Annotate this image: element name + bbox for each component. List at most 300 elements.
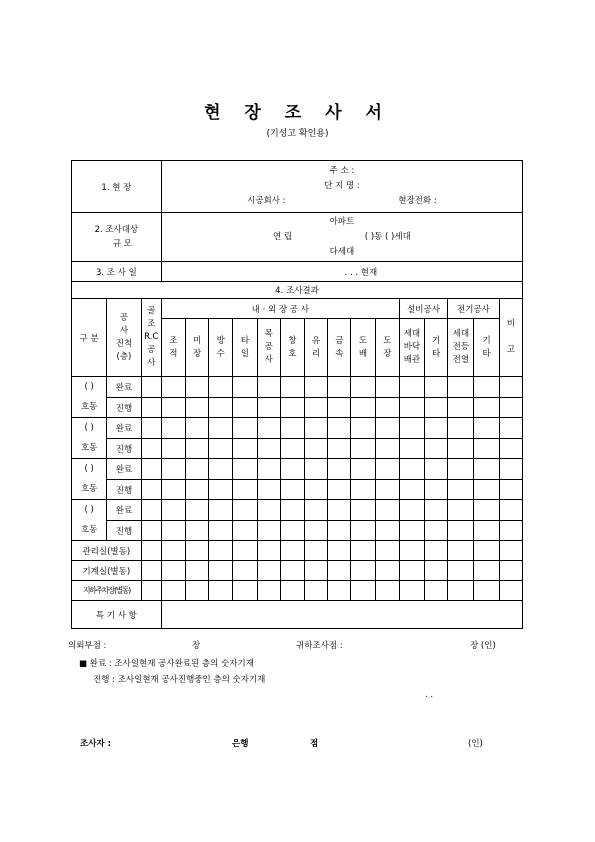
building-row [72,377,523,398]
interior-col-header [375,319,399,377]
frame-cell[interactable] [141,480,161,500]
entry-cell[interactable] [161,480,185,500]
entry-cell[interactable] [161,561,185,581]
entry-cell[interactable] [185,581,208,601]
building-row [72,439,523,459]
equipment-col-header [425,319,448,377]
section-site-fields [161,161,522,213]
entry-cell[interactable] [399,439,424,459]
entry-cell[interactable] [375,500,399,521]
entry-cell[interactable] [280,500,304,521]
entry-cell[interactable] [351,500,375,521]
annex-label: 지하주차장(별동) [72,581,142,601]
villa-line [162,230,522,245]
building-number-paren: ( ) [84,505,94,515]
remarks-header-char: 고 [506,345,515,355]
entry-cell[interactable] [185,459,208,480]
entry-cell[interactable] [233,480,257,500]
electrical-col-header-char: 기 [482,335,491,346]
interior-col-header [351,319,375,377]
electrical-col-header [448,319,474,377]
floor-header-char: (층) [116,351,132,362]
entry-cell[interactable] [448,500,474,521]
floor-header-char: 공 [119,312,129,323]
entry-cell[interactable] [161,418,185,439]
interior-col-header-char: 조 [169,335,178,346]
entry-cell[interactable] [161,398,185,418]
entry-cell[interactable] [233,561,257,581]
entry-cell[interactable] [499,521,522,541]
entry-cell[interactable] [474,480,499,500]
entry-cell[interactable] [328,521,351,541]
entry-cell[interactable] [474,418,499,439]
site-phone-label: 현장전화 : [398,196,437,206]
entry-cell[interactable] [305,541,328,561]
entry-cell[interactable] [375,398,399,418]
building-row [72,500,523,521]
entry-cell[interactable] [257,561,280,581]
entry-cell[interactable] [257,581,280,601]
entry-cell[interactable] [499,581,522,601]
done-label: 완료 [107,500,141,521]
entry-cell[interactable] [233,459,257,480]
survey-date-value: . . . 현재 [161,262,522,282]
building-dong-label: 호동 [80,443,98,453]
entry-cell[interactable] [351,541,375,561]
entry-cell[interactable] [257,377,280,398]
entry-cell[interactable] [209,377,233,398]
done-label: 완료 [107,418,141,439]
entry-cell[interactable] [209,581,233,601]
interior-col-header-char: 도 [383,335,392,346]
section-result-row [72,282,523,299]
entry-cell[interactable] [474,541,499,561]
entry-cell[interactable] [425,418,448,439]
floor-progress-header [107,299,141,377]
entry-cell[interactable] [351,459,375,480]
entry-cell[interactable] [209,398,233,418]
annex-label: 관리실(별동) [72,541,142,561]
entry-cell[interactable] [280,398,304,418]
entry-cell[interactable] [185,521,208,541]
entry-cell[interactable] [161,459,185,480]
building-row [72,418,523,439]
entry-cell[interactable] [328,561,351,581]
electrical-col-header [474,319,499,377]
progress-label: 진행 [107,439,141,459]
entry-cell[interactable] [375,561,399,581]
entry-cell[interactable] [474,581,499,601]
entry-cell[interactable] [499,459,522,480]
equipment-header: 설비공사 [399,299,447,319]
interior-col-header-char: 속 [335,348,344,359]
entry-cell[interactable] [351,418,375,439]
entry-cell[interactable] [233,439,257,459]
frame-cell[interactable] [141,459,161,480]
frame-work-header [141,299,161,377]
interior-col-header [209,319,233,377]
entry-cell[interactable] [209,521,233,541]
entry-cell[interactable] [351,377,375,398]
entry-cell[interactable] [257,521,280,541]
entry-cell[interactable] [375,459,399,480]
bank-label: 은행 [232,739,249,749]
frame-cell[interactable] [141,439,161,459]
entry-cell[interactable] [328,581,351,601]
frame-cell[interactable] [141,581,161,601]
entry-cell[interactable] [448,561,474,581]
entry-cell[interactable] [185,418,208,439]
page-title: 현 장 조 사 서 [204,103,391,123]
entry-cell[interactable] [448,377,474,398]
entry-cell[interactable] [305,561,328,581]
entry-cell[interactable] [399,541,424,561]
entry-cell[interactable] [328,500,351,521]
entry-cell[interactable] [499,541,522,561]
section-scale-label-2: 규 모 [112,239,132,249]
entry-cell[interactable] [185,500,208,521]
entry-cell[interactable] [399,459,424,480]
entry-cell[interactable] [305,398,328,418]
special-notes-field[interactable] [161,601,522,629]
entry-cell[interactable] [161,377,185,398]
annex-row [72,541,523,561]
entry-cell[interactable] [499,480,522,500]
frame-header-char: 사 [147,358,156,368]
entry-cell[interactable] [305,418,328,439]
entry-cell[interactable] [209,480,233,500]
inspector-seal: 장 (인) [470,641,496,651]
annex-label: 기계실(별동) [72,561,142,581]
grid-body [72,377,523,601]
interior-col-header-char: 일 [240,348,250,359]
entry-cell[interactable] [448,480,474,500]
section-scale-label-1: 2. 조사대상 [94,225,139,235]
entry-cell[interactable] [280,581,304,601]
interior-col-header [280,319,304,377]
interior-col-header-char: 리 [311,348,321,359]
entry-cell[interactable] [209,459,233,480]
interior-col-header-char: 사 [264,355,273,365]
entry-cell[interactable] [185,561,208,581]
interior-col-header [305,319,328,377]
entry-cell[interactable] [499,418,522,439]
interior-col-header [185,319,208,377]
frame-cell[interactable] [141,500,161,521]
done-label: 완료 [107,459,141,480]
entry-cell[interactable] [375,541,399,561]
page-subtitle: (기성고 확인용) [266,129,329,139]
entry-cell[interactable] [257,459,280,480]
interior-col-header-char: 도 [358,335,368,346]
equipment-col-header-char: 기 [432,335,441,346]
entry-cell[interactable] [448,439,474,459]
section-result-label: 4. 조사결과 [72,282,523,299]
entry-cell[interactable] [185,541,208,561]
electrical-col-header-char: 세대 [452,329,470,339]
entry-cell[interactable] [233,418,257,439]
entry-cell[interactable] [280,480,304,500]
entry-cell[interactable] [257,480,280,500]
entry-cell[interactable] [499,439,522,459]
entry-cell[interactable] [399,521,424,541]
survey-form-table [71,160,523,629]
entry-cell[interactable] [185,377,208,398]
entry-cell[interactable] [233,500,257,521]
entry-cell[interactable] [257,439,280,459]
entry-cell[interactable] [499,398,522,418]
multi-unit-label: 다세대 [329,246,355,257]
entry-cell[interactable] [474,521,499,541]
entry-cell[interactable] [399,480,424,500]
entry-cell[interactable] [209,418,233,439]
entry-cell[interactable] [399,418,424,439]
progress-label: 진행 [107,398,141,418]
entry-cell[interactable] [305,377,328,398]
entry-cell[interactable] [280,418,304,439]
entry-cell[interactable] [328,398,351,418]
entry-cell[interactable] [399,500,424,521]
building-row [72,398,523,418]
interior-col-header-char: 방 [216,335,225,346]
entry-cell[interactable] [474,561,499,581]
frame-cell[interactable] [141,398,161,418]
interior-col-header-char: 미 [192,335,202,346]
entry-cell[interactable] [425,541,448,561]
section-date-row [72,262,523,282]
building-dong-label: 호동 [80,525,98,535]
equipment-col-header [399,319,424,377]
branch-label: 점 [310,739,319,749]
interior-col-header-char: 공 [264,342,273,352]
entry-cell[interactable] [399,581,424,601]
section-site-label: 1. 현 장 [72,161,162,213]
entry-cell[interactable] [161,581,185,601]
entry-cell[interactable] [280,541,304,561]
remarks-header [499,299,522,377]
entry-cell[interactable] [185,398,208,418]
interior-col-header-char: 장 [192,348,202,359]
footer-date: . . [425,690,434,700]
entry-cell[interactable] [425,459,448,480]
done-label: 완료 [107,377,141,398]
building-label [72,459,107,500]
entry-cell[interactable] [209,541,233,561]
entry-cell[interactable] [474,377,499,398]
entry-cell[interactable] [185,480,208,500]
entry-cell[interactable] [425,521,448,541]
entry-cell[interactable] [328,377,351,398]
entry-cell[interactable] [351,439,375,459]
annex-row [72,581,523,601]
entry-cell[interactable] [425,581,448,601]
section-site-row [72,161,523,213]
special-notes-label: 특 기 사 항 [72,601,162,629]
frame-header-char: 골 [147,306,156,316]
grid-header-row-1 [72,299,523,319]
entry-cell[interactable] [305,480,328,500]
entry-cell[interactable] [499,561,522,581]
entry-cell[interactable] [375,418,399,439]
entry-cell[interactable] [257,418,280,439]
division-header: 구 분 [72,299,107,377]
requester-label: 의뢰부점 : [68,641,107,651]
entry-cell[interactable] [425,480,448,500]
frame-cell[interactable] [141,521,161,541]
interior-exterior-header: 내 · 외 장 공 사 [161,299,399,319]
section-scale-row [72,213,523,262]
entry-cell[interactable] [257,541,280,561]
building-dong-label: 호동 [80,402,98,412]
entry-cell[interactable] [351,561,375,581]
entry-cell[interactable] [351,480,375,500]
entry-cell[interactable] [474,398,499,418]
inspector-label: 귀하조사점 : [296,641,343,651]
entry-cell[interactable] [375,439,399,459]
equipment-col-header-char: 세대 [403,329,421,339]
section-scale-label [72,213,162,262]
entry-cell[interactable] [425,500,448,521]
entry-cell[interactable] [474,500,499,521]
frame-cell[interactable] [141,377,161,398]
contractor-label: 시공회사 : [247,196,286,206]
interior-col-header [161,319,185,377]
interior-col-header-char: 타 [240,335,250,346]
interior-col-header-char: 장 [383,348,392,359]
interior-col-header-char: 유 [311,335,321,346]
entry-cell[interactable] [375,521,399,541]
entry-cell[interactable] [425,439,448,459]
building-label [72,500,107,541]
entry-cell[interactable] [305,459,328,480]
building-row [72,459,523,480]
entry-cell[interactable] [305,500,328,521]
entry-cell[interactable] [351,398,375,418]
building-label [72,418,107,459]
entry-cell[interactable] [448,459,474,480]
entry-cell[interactable] [233,377,257,398]
entry-cell[interactable] [233,581,257,601]
entry-cell[interactable] [305,521,328,541]
floor-header-char: 진척 [115,338,133,349]
entry-cell[interactable] [448,541,474,561]
interior-col-header [328,319,351,377]
entry-cell[interactable] [425,561,448,581]
equipment-col-header-char: 바닥 [403,342,421,352]
entry-cell[interactable] [328,439,351,459]
entry-cell[interactable] [209,439,233,459]
entry-cell[interactable] [328,418,351,439]
entry-cell[interactable] [328,459,351,480]
entry-cell[interactable] [399,561,424,581]
electrical-col-header-char: 타 [482,348,491,359]
annex-row [72,561,523,581]
electrical-col-header-char: 전등 [452,342,470,352]
entry-cell[interactable] [209,500,233,521]
entry-cell[interactable] [280,377,304,398]
entry-cell[interactable] [399,377,424,398]
note-progress: 진행 : 조사일현재 공사진행중인 층의 숫자기재 [93,675,266,685]
building-label [72,377,107,418]
interior-col-header [233,319,257,377]
entry-cell[interactable] [209,561,233,581]
entry-cell[interactable] [233,398,257,418]
interior-col-header-char: 창 [288,335,297,346]
entry-cell[interactable] [448,521,474,541]
entry-cell[interactable] [499,500,522,521]
entry-cell[interactable] [233,521,257,541]
investigator-label: 조사자 : [80,739,111,749]
entry-cell[interactable] [305,581,328,601]
floor-header-char: 사 [119,325,129,336]
entry-cell[interactable] [375,480,399,500]
entry-cell[interactable] [448,398,474,418]
entry-cell[interactable] [280,439,304,459]
interior-col-header-char: 수 [216,348,225,359]
entry-cell[interactable] [328,541,351,561]
entry-cell[interactable] [375,377,399,398]
building-number-paren: ( ) [84,423,94,433]
dong-unit-label: ( )동 ( )세대 [364,231,411,242]
progress-label: 진행 [107,521,141,541]
entry-cell[interactable] [351,581,375,601]
entry-cell[interactable] [425,377,448,398]
entry-cell[interactable] [351,521,375,541]
complex-name-label: 단 지 명 : [324,181,360,191]
entry-cell[interactable] [161,439,185,459]
entry-cell[interactable] [280,561,304,581]
frame-cell[interactable] [141,561,161,581]
requester-jang: 장 [192,641,201,651]
entry-cell[interactable] [448,418,474,439]
building-row [72,480,523,500]
section-scale-fields [161,213,522,262]
entry-cell[interactable] [257,398,280,418]
interior-col-header-char: 적 [169,348,178,359]
entry-cell[interactable] [257,500,280,521]
entry-cell[interactable] [499,377,522,398]
entry-cell[interactable] [425,398,448,418]
entry-cell[interactable] [161,541,185,561]
remarks-header-char: 비 [506,319,515,329]
entry-cell[interactable] [280,521,304,541]
entry-cell[interactable] [474,459,499,480]
entry-cell[interactable] [474,439,499,459]
note-done: ■ 완료 : 조사일현재 공사완료된 층의 숫자기재 [79,659,254,669]
equipment-col-header-char: 배관 [403,355,421,365]
entry-cell[interactable] [328,480,351,500]
interior-col-header [257,319,280,377]
entry-cell[interactable] [305,439,328,459]
villa-label: 연 립 [272,231,293,242]
frame-cell[interactable] [141,418,161,439]
entry-cell[interactable] [161,500,185,521]
entry-cell[interactable] [233,541,257,561]
electrical-header: 전기공사 [448,299,499,319]
entry-cell[interactable] [280,459,304,480]
entry-cell[interactable] [375,581,399,601]
contractor-line [162,194,522,209]
interior-col-header-char: 호 [288,348,297,359]
entry-cell[interactable] [161,521,185,541]
electrical-col-header-char: 전열 [452,355,470,365]
interior-col-header-char: 배 [358,348,368,359]
entry-cell[interactable] [399,398,424,418]
entry-cell[interactable] [185,439,208,459]
investigator-seal: (인) [468,739,483,749]
frame-cell[interactable] [141,541,161,561]
entry-cell[interactable] [448,581,474,601]
